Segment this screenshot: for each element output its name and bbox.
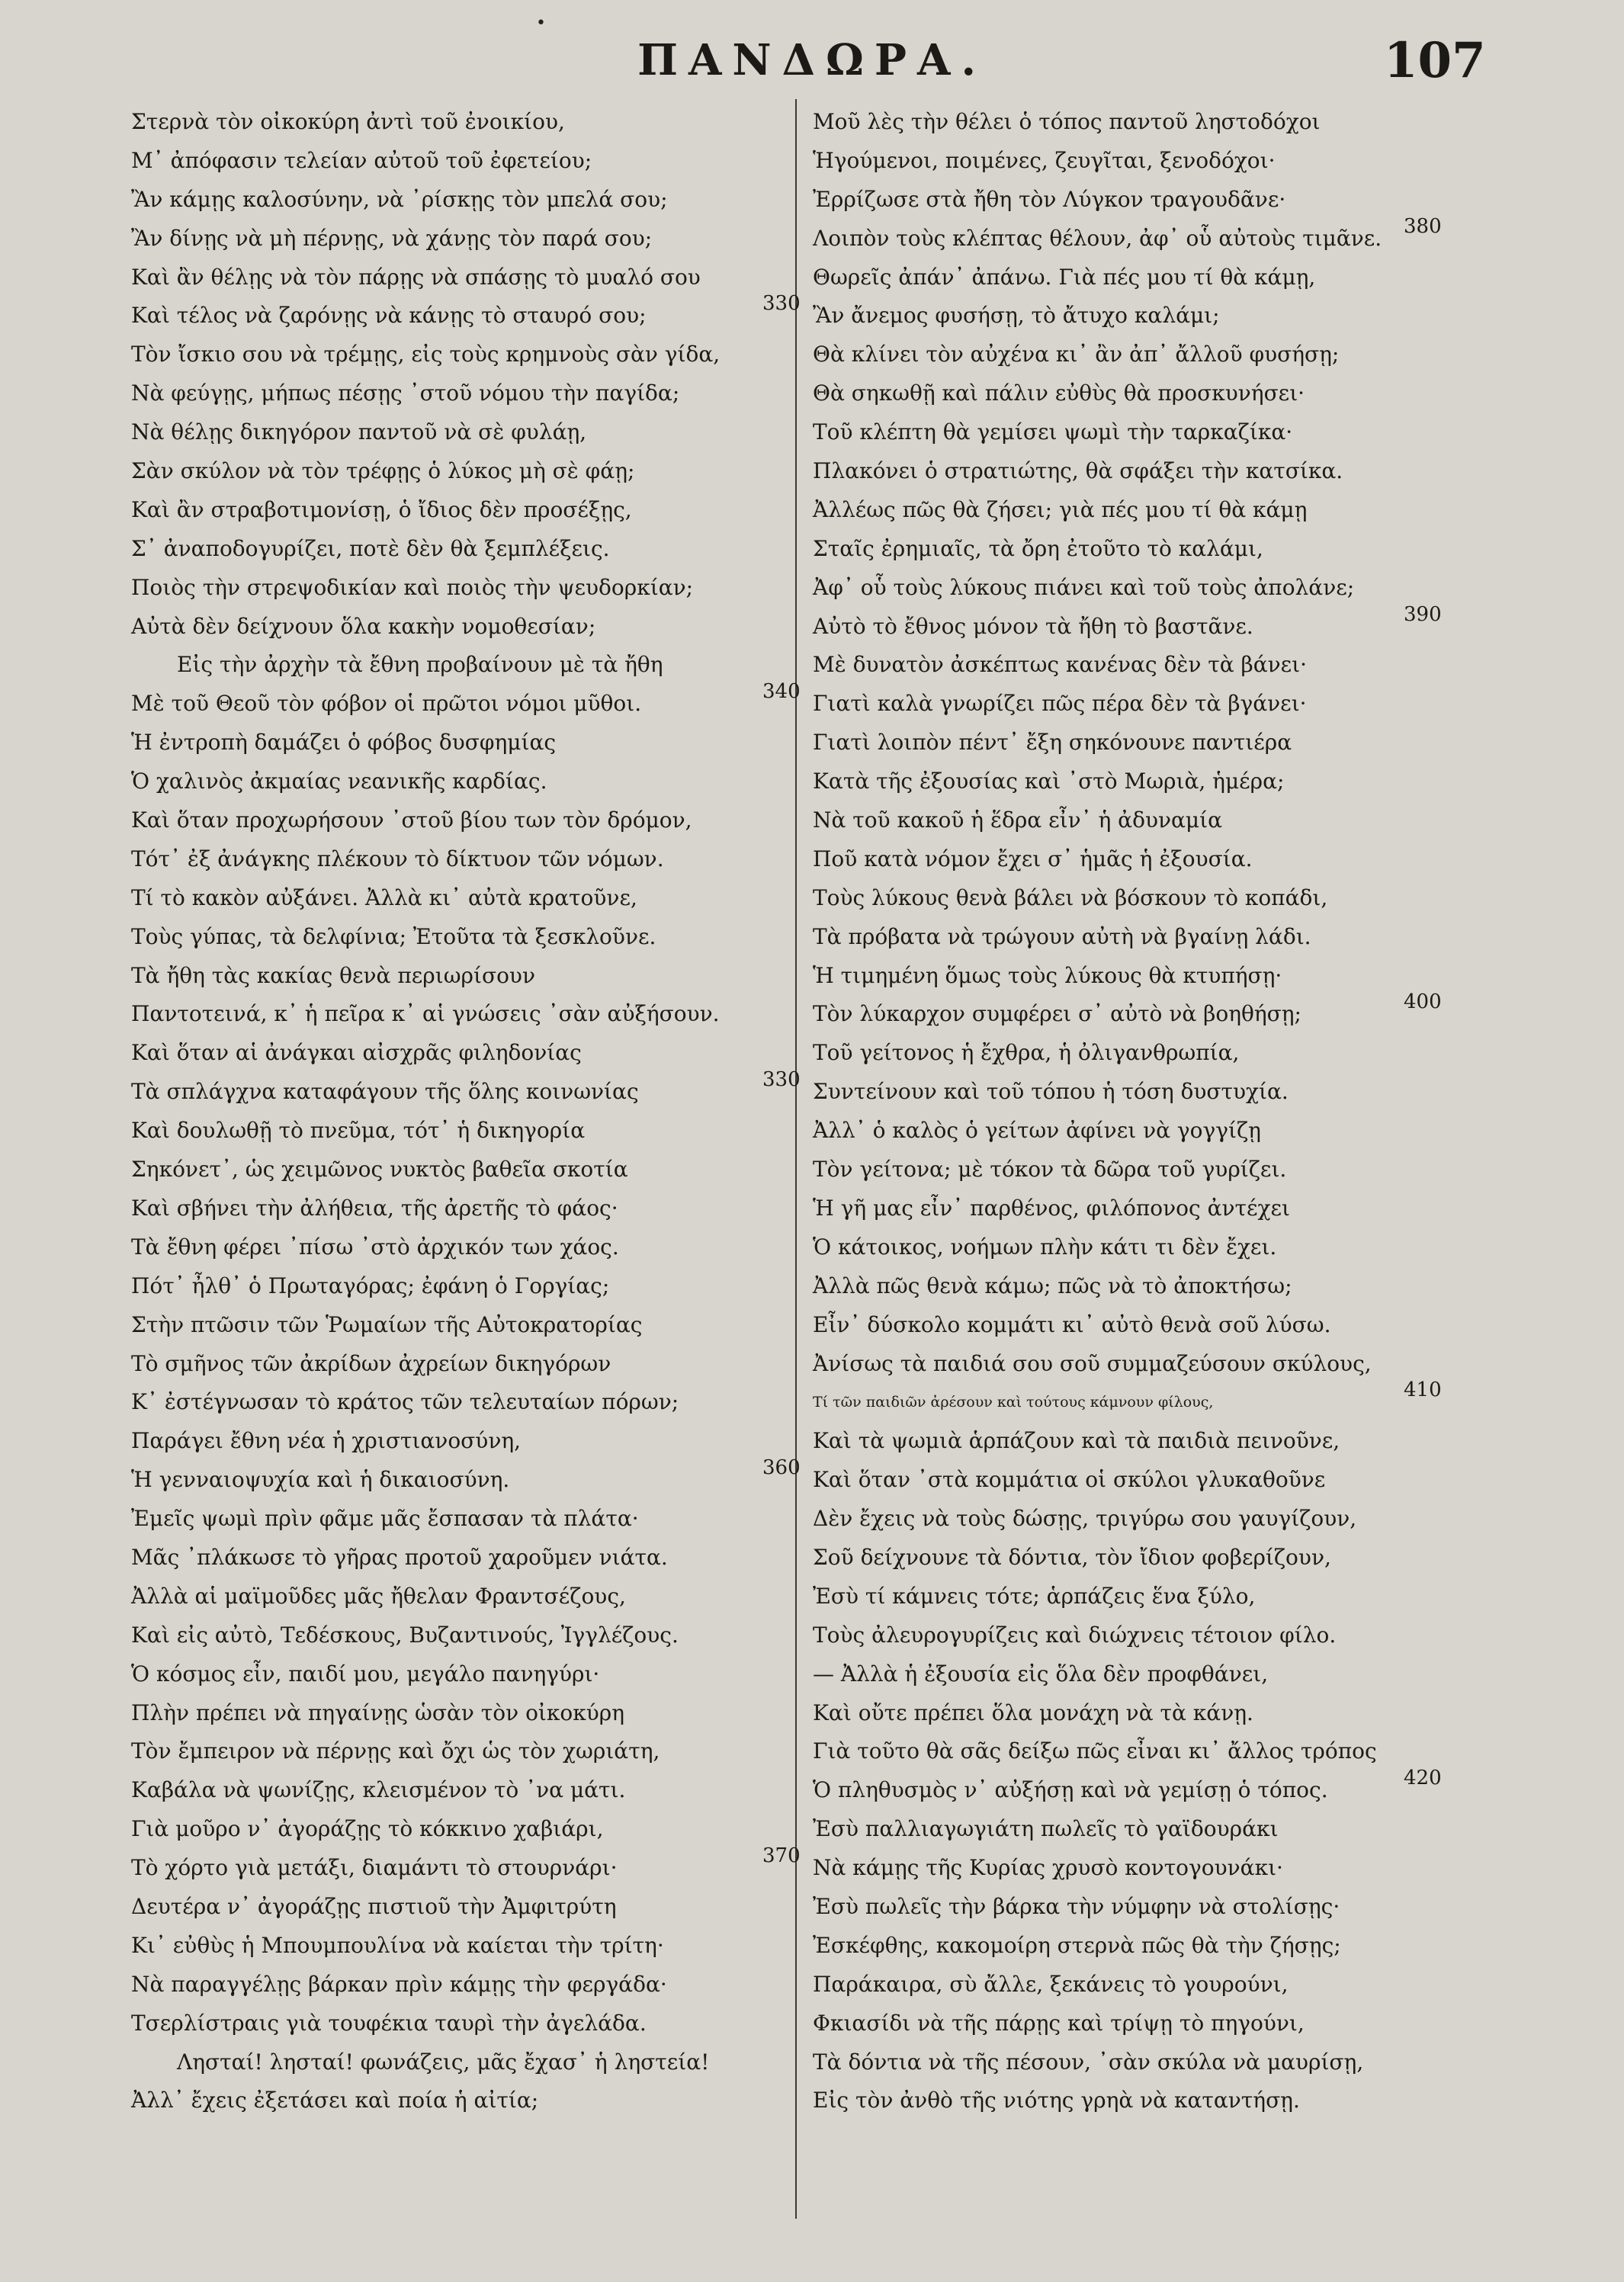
line-number: 360 bbox=[762, 1456, 801, 1480]
verse-line bbox=[131, 840, 802, 879]
verse-line bbox=[131, 762, 802, 801]
right-column bbox=[813, 103, 1446, 2120]
verse-text: Στερνὰ τὸν οἰκοκύρη ἀντὶ τοῦ ἐνοικίου, bbox=[131, 109, 565, 134]
verse-line bbox=[131, 1068, 802, 1112]
verse-text: Ἡ γῆ μας εἶν᾽ παρθένος, φιλόπονος ἀντέχει bbox=[813, 1195, 1290, 1221]
verse-line bbox=[131, 335, 802, 374]
verse-text: Νὰ θέλῃς δικηγόρον παντοῦ νὰ σὲ φυλάῃ, bbox=[131, 419, 587, 445]
verse-line bbox=[131, 918, 802, 957]
verse-text: Καὶ ἂν στραβοτιμονίσῃ, ὁ ἴδιος δὲν προσέξῃς, bbox=[131, 496, 632, 522]
line-number: 370 bbox=[762, 1844, 801, 1868]
verse-line bbox=[813, 1810, 1446, 1849]
verse-line bbox=[131, 569, 802, 608]
verse-text: Τοῦ γείτονος ἡ ἔχθρα, ἡ ὀλιγανθρωπία, bbox=[813, 1040, 1240, 1066]
verse-text: Τὰ πρόβατα νὰ τρώγουν αὐτὴ νὰ βγαίνῃ λάδι. bbox=[813, 923, 1311, 949]
verse-text: Ἡ ἐντροπὴ δαμάζει ὁ φόβος δυσφημίας bbox=[131, 730, 557, 756]
page-number: 107 bbox=[1384, 32, 1486, 89]
verse-line bbox=[813, 1966, 1446, 2004]
verse-text: Τὸ χόρτο γιὰ μετάξι, διαμάντι τὸ στουρνάρι· bbox=[131, 1855, 618, 1881]
verse-text: Ἡγούμενοι, ποιμένες, ζευγῖται, ξενοδόχοι· bbox=[813, 147, 1276, 173]
verse-text: Καβάλα νὰ ψωνίζῃς, κλεισμένον τὸ ᾽να μάτι. bbox=[131, 1777, 626, 1803]
verse-line bbox=[131, 1966, 802, 2004]
verse-line bbox=[131, 1539, 802, 1578]
verse-text: Μᾶς ᾽πλάκωσε τὸ γῆρας προτοῦ χαροῦμεν νιάτα. bbox=[131, 1544, 668, 1570]
verse-text: Τὸν ἔμπειρον νὰ πέρνῃς καὶ ὄχι ὡς τὸν χωριάτη, bbox=[131, 1738, 660, 1764]
verse-line bbox=[131, 2043, 802, 2082]
verse-text: Καὶ τὰ ψωμιὰ ἁρπάζουν καὶ τὰ παιδιὰ πεινοῦνε, bbox=[813, 1428, 1340, 1454]
verse-line bbox=[813, 762, 1446, 801]
verse-text: Κ᾽ ἐστέγνωσαν τὸ κράτος τῶν τελευταίων πόρων; bbox=[131, 1389, 679, 1415]
verse-text: Λοιπὸν τοὺς κλέπτας θέλουν, ἀφ᾽ οὗ αὐτοὺς τιμᾶνε. bbox=[813, 225, 1382, 251]
verse-line bbox=[813, 1539, 1446, 1578]
verse-text: Καὶ ἂν θέλῃς νὰ τὸν πάρῃς νὰ σπάσῃς τὸ μυαλό σου bbox=[131, 264, 701, 290]
verse-line bbox=[131, 181, 802, 220]
verse-text: Τὸ σμῆνος τῶν ἀκρίδων ἀχρείων δικηγόρων bbox=[131, 1350, 611, 1376]
verse-text: Ἀλλὰ αἱ μαϊμοῦδες μᾶς ἤθελαν Φραντσέζους, bbox=[131, 1583, 626, 1609]
verse-text: Νὰ κάμῃς τῆς Κυρίας χρυσὸ κοντογουνάκι· bbox=[813, 1855, 1283, 1881]
verse-text: Κατὰ τῆς ἐξουσίας καὶ ᾽στὸ Μωριὰ, ἡμέρα; bbox=[813, 769, 1285, 794]
verse-line bbox=[813, 1461, 1446, 1500]
verse-line bbox=[813, 1228, 1446, 1267]
verse-text: Σταῖς ἐρημιαῖς, τὰ ὄρη ἐτοῦτο τὸ καλάμι, bbox=[813, 535, 1263, 561]
verse-line bbox=[131, 1112, 802, 1151]
verse-line bbox=[813, 181, 1446, 220]
verse-text: Τί τὸ κακὸν αὐξάνει. Ἀλλὰ κι᾽ αὐτὰ κρατοῦνε, bbox=[131, 884, 637, 910]
verse-text: Σ᾽ ἀναποδογυρίζει, ποτὲ δὲν θὰ ξεμπλέξεις. bbox=[131, 535, 610, 561]
verse-line bbox=[131, 879, 802, 918]
verse-line bbox=[131, 1228, 802, 1267]
verse-line bbox=[131, 530, 802, 569]
verse-text: Δευτέρα ν᾽ ἀγοράζῃς πιστιοῦ τὴν Ἀμφιτρύτη bbox=[131, 1893, 617, 1919]
verse-line bbox=[131, 1306, 802, 1345]
verse-line bbox=[813, 1422, 1446, 1461]
verse-line bbox=[131, 491, 802, 530]
verse-text: Μὲ δυνατὸν ἀσκέπτως κανένας δὲν τὰ βάνει· bbox=[813, 652, 1308, 678]
line-number: 420 bbox=[1404, 1767, 1442, 1790]
verse-line bbox=[131, 724, 802, 762]
line-number: 330 bbox=[762, 1068, 801, 1092]
verse-line bbox=[131, 374, 802, 413]
verse-text: Παράκαιρα, σὺ ἄλλε, ξεκάνεις τὸ γουρούνι, bbox=[813, 1971, 1289, 1997]
verse-line bbox=[813, 1345, 1446, 1384]
verse-line bbox=[813, 1888, 1446, 1927]
verse-line bbox=[131, 413, 802, 452]
verse-text: Τὰ ἤθη τὰς κακίας θενὰ περιωρίσουν bbox=[131, 962, 535, 988]
verse-text: Ἀφ᾽ οὗ τοὺς λύκους πιάνει καὶ τοῦ τοὺς ἀπολάνε; bbox=[813, 574, 1355, 600]
verse-line bbox=[131, 1456, 802, 1500]
verse-text: Ποιὸς τὴν στρεψοδικίαν καὶ ποιὸς τὴν ψευδορκίαν; bbox=[131, 574, 694, 600]
verse-line bbox=[813, 452, 1446, 491]
running-title: ΠΑΝΔΩΡΑ. bbox=[637, 35, 987, 85]
verse-text: Καὶ ὅταν αἱ ἀνάγκαι αἰσχρᾶς φιληδονίας bbox=[131, 1040, 582, 1066]
verse-line bbox=[813, 1034, 1446, 1073]
verse-text: Λησταί! λησταί! φωνάζεις, μᾶς ἔχασ᾽ ἡ ληστεία! bbox=[177, 2049, 710, 2075]
verse-line bbox=[813, 1655, 1446, 1694]
verse-text: Ἀλλέως πῶς θὰ ζήσει; γιὰ πές μου τί θὰ κάμῃ bbox=[813, 496, 1308, 522]
verse-line bbox=[813, 258, 1446, 297]
line-number: 380 bbox=[1404, 214, 1442, 238]
verse-line bbox=[813, 1189, 1446, 1228]
verse-text: Ὁ πληθυσμὸς ν᾽ αὐξήσῃ καὶ νὰ γεμίσῃ ὁ τόπος. bbox=[813, 1777, 1328, 1803]
verse-text: Καὶ εἰς αὐτὸ, Τεδέσκους, Βυζαντινούς, Ἰγγλέζους. bbox=[131, 1622, 679, 1648]
verse-text: Ἀλλ᾽ ἔχεις ἐξετάσει καὶ ποία ἡ αἰτία; bbox=[131, 2088, 539, 2113]
verse-line bbox=[813, 685, 1446, 724]
verse-line bbox=[813, 1267, 1446, 1306]
verse-text: Ἐσὺ πωλεῖς τὴν βάρκα τὴν νύμφην νὰ στολίσῃς· bbox=[813, 1893, 1340, 1919]
verse-text: Τσερλίστραις γιὰ τουφέκια ταυρὶ τὴν ἀγελάδα. bbox=[131, 2010, 647, 2036]
verse-text: Ἐρρίζωσε στὰ ἤθη τὸν Λύγκον τραγουδᾶνε· bbox=[813, 186, 1286, 212]
verse-line bbox=[131, 1844, 802, 1888]
verse-line bbox=[813, 1616, 1446, 1655]
verse-line bbox=[813, 840, 1446, 879]
verse-text: Δὲν ἔχεις νὰ τοὺς δώσῃς, τριγύρω σου γαυγίζουν, bbox=[813, 1506, 1357, 1532]
verse-text: Νὰ φεύγῃς, μήπως πέσῃς ᾽στοῦ νόμου τὴν παγίδα; bbox=[131, 380, 680, 406]
verse-line bbox=[131, 608, 802, 647]
verse-line bbox=[813, 103, 1446, 142]
verse-line bbox=[813, 801, 1446, 840]
verse-line bbox=[813, 1849, 1446, 1888]
verse-line bbox=[813, 1151, 1446, 1189]
verse-line bbox=[131, 1732, 802, 1771]
verse-line bbox=[813, 1073, 1446, 1112]
verse-text: Ἐμεῖς ψωμὶ πρὶν φᾶμε μᾶς ἔσπασαν τὰ πλάτα· bbox=[131, 1506, 639, 1532]
verse-text: Εἰς τὴν ἀρχὴν τὰ ἔθνη προβαίνουν μὲ τὰ ἤθη bbox=[177, 652, 663, 678]
verse-text: Καὶ οὔτε πρέπει ὅλα μονάχη νὰ τὰ κάνῃ. bbox=[813, 1699, 1253, 1725]
verse-line bbox=[131, 1500, 802, 1539]
verse-line bbox=[131, 680, 802, 724]
verse-text: Στὴν πτῶσιν τῶν Ῥωμαίων τῆς Αὐτοκρατορίας bbox=[131, 1311, 643, 1337]
verse-text: Γιὰ μοῦρο ν᾽ ἀγοράζῃς τὸ κόκκινο χαβιάρι, bbox=[131, 1816, 604, 1842]
verse-text: Γιὰ τοῦτο θὰ σᾶς δείξω πῶς εἶναι κι᾽ ἄλλος τρόπος bbox=[813, 1738, 1377, 1764]
verse-line bbox=[131, 1927, 802, 1966]
verse-text: Συντείνουν καὶ τοῦ τόπου ἡ τόση δυστυχία. bbox=[813, 1079, 1289, 1105]
verse-line bbox=[813, 1767, 1446, 1810]
verse-line bbox=[813, 957, 1446, 996]
verse-text: Τὸν ἴσκιο σου νὰ τρέμῃς, εἰς τοὺς κρημνοὺς σὰν γίδα, bbox=[131, 342, 721, 367]
verse-text: Φκιασίδι νὰ τῆς πάρῃς καὶ τρίψῃ τὸ πηγούνι, bbox=[813, 2010, 1305, 2036]
verse-line bbox=[813, 990, 1446, 1034]
verse-line bbox=[131, 995, 802, 1034]
verse-text: Θωρεῖς ἀπάν᾽ ἀπάνω. Γιὰ πές μου τί θὰ κάμῃ, bbox=[813, 264, 1316, 290]
verse-line bbox=[131, 1771, 802, 1810]
line-number: 410 bbox=[1404, 1379, 1442, 1402]
verse-line bbox=[813, 1379, 1446, 1422]
verse-line bbox=[813, 879, 1446, 918]
verse-text: Σὰν σκύλον νὰ τὸν τρέφῃς ὁ λύκος μὴ σὲ φάῃ; bbox=[131, 458, 635, 484]
verse-text: Ὁ κάτοικος, νοήμων πλὴν κάτι τι δὲν ἔχει. bbox=[813, 1234, 1277, 1260]
verse-line bbox=[813, 646, 1446, 685]
verse-text: Θὰ σηκωθῇ καὶ πάλιν εὐθὺς θὰ προσκυνήσει· bbox=[813, 380, 1305, 406]
verse-text: Ἂν δίνῃς νὰ μὴ πέρνῃς, νὰ χάνῃς τὸν παρά σου; bbox=[131, 225, 653, 251]
verse-line bbox=[813, 1732, 1446, 1771]
verse-line bbox=[813, 214, 1446, 258]
verse-line bbox=[813, 374, 1446, 413]
verse-text: Τὸν γείτονα; μὲ τόκον τὰ δῶρα τοῦ γυρίζει. bbox=[813, 1157, 1287, 1183]
verse-line bbox=[131, 1267, 802, 1306]
verse-text: Αὐτὸ τὸ ἔθνος μόνον τὰ ἤθη τὸ βαστᾶνε. bbox=[813, 613, 1253, 639]
verse-line bbox=[131, 1034, 802, 1073]
verse-line bbox=[131, 292, 802, 335]
verse-text: Καὶ σβήνει τὴν ἀλήθεια, τῆς ἀρετῆς τὸ φάος· bbox=[131, 1195, 618, 1221]
verse-line bbox=[131, 1422, 802, 1461]
verse-line bbox=[813, 413, 1446, 452]
verse-line bbox=[131, 1888, 802, 1927]
verse-text: Παντοτεινά, κ᾽ ἡ πεῖρα κ᾽ αἱ γνώσεις ᾽σὰν αὐξήσουν. bbox=[131, 1001, 720, 1027]
verse-text: Καὶ ὅταν ᾽στὰ κομμάτια οἱ σκύλοι γλυκαθοῦνε bbox=[813, 1467, 1326, 1493]
verse-text: Ποῦ κατὰ νόμον ἔχει σ᾽ ἡμᾶς ἡ ἐξουσία. bbox=[813, 846, 1253, 871]
verse-line bbox=[131, 2004, 802, 2043]
verse-line bbox=[131, 957, 802, 996]
verse-text: Σηκόνετ᾽, ὡς χειμῶνος νυκτὸς βαθεῖα σκοτία bbox=[131, 1157, 628, 1183]
verse-line bbox=[131, 452, 802, 491]
verse-text: Καὶ τέλος νὰ ζαρόνῃς νὰ κάνῃς τὸ σταυρό σου; bbox=[131, 303, 647, 329]
verse-text: Μοῦ λὲς τὴν θέλει ὁ τόπος παντοῦ ληστοδόχοι bbox=[813, 109, 1321, 134]
verse-text: Τί τῶν παιδιῶν ἀρέσουν καὶ τούτους κάμνουν φίλους, bbox=[813, 1394, 1214, 1411]
verse-line bbox=[131, 1151, 802, 1189]
verse-line bbox=[131, 1616, 802, 1655]
verse-text: Τὰ ἔθνη φέρει ᾽πίσω ᾽στὸ ἀρχικόν των χάος. bbox=[131, 1234, 619, 1260]
verse-line bbox=[813, 491, 1446, 530]
verse-text: Πλακόνει ὁ στρατιώτης, θὰ σφάξει τὴν κατσίκα. bbox=[813, 458, 1343, 484]
verse-text: Ἂν κάμῃς καλοσύνην, νὰ ᾽ρίσκῃς τὸν μπελά σου; bbox=[131, 186, 668, 212]
verse-text: Γιατὶ καλὰ γνωρίζει πῶς πέρα δὲν τὰ βγάνει· bbox=[813, 691, 1307, 717]
verse-line bbox=[813, 602, 1446, 647]
verse-text: Τοὺς λύκους θενὰ βάλει νὰ βόσκουν τὸ κοπάδι, bbox=[813, 884, 1328, 910]
verse-line bbox=[813, 724, 1446, 762]
verse-text: Πλὴν πρέπει νὰ πηγαίνῃς ὡσὰν τὸν οἰκοκύρη bbox=[131, 1699, 625, 1725]
verse-text: Ἀλλὰ πῶς θενὰ κάμω; πῶς νὰ τὸ ἀποκτήσω; bbox=[813, 1273, 1292, 1298]
verse-text: Τὰ σπλάγχνα καταφάγουν τῆς ὅλης κοινωνίας bbox=[131, 1079, 639, 1105]
verse-text: Ἐσὺ παλλιαγωγιάτη πωλεῖς τὸ γαϊδουράκι bbox=[813, 1816, 1279, 1842]
verse-text: Τοὺς γύπας, τὰ δελφίνια; Ἐτοῦτα τὰ ξεσκλοῦνε. bbox=[131, 923, 656, 949]
verse-line bbox=[131, 1655, 802, 1694]
verse-line bbox=[131, 2081, 802, 2120]
verse-text: Ἐσκέφθης, κακομοίρη στερνὰ πῶς θὰ τὴν ζήσῃς; bbox=[813, 1932, 1341, 1958]
verse-text: Σοῦ δείχνουνε τὰ δόντια, τὸν ἴδιον φοβερίζουν, bbox=[813, 1544, 1331, 1570]
verse-text: Θὰ κλίνει τὸν αὐχένα κι᾽ ἂν ἀπ᾽ ἄλλοῦ φυσήσῃ; bbox=[813, 342, 1340, 367]
verse-line bbox=[813, 1578, 1446, 1616]
verse-line bbox=[813, 918, 1446, 957]
verse-text: Καὶ ὅταν προχωρήσουν ᾽στοῦ βίου των τὸν δρόμον, bbox=[131, 807, 692, 833]
verse-line bbox=[813, 1694, 1446, 1733]
verse-line bbox=[131, 142, 802, 181]
verse-text: Γιατὶ λοιπὸν πέντ᾽ ἔξη σηκόνουνε παντιέρα bbox=[813, 730, 1292, 756]
ink-dot: • bbox=[536, 14, 546, 33]
verse-text: Εἶν᾽ δύσκολο κομμάτι κι᾽ αὐτὸ θενὰ σοῦ λύσω. bbox=[813, 1311, 1331, 1337]
verse-line bbox=[131, 1578, 802, 1616]
verse-text: Ὁ χαλινὸς ἀκμαίας νεανικῆς καρδίας. bbox=[131, 769, 547, 794]
verse-text: Ἐσὺ τί κάμνεις τότε; ἁρπάζεις ἕνα ξύλο, bbox=[813, 1583, 1256, 1609]
verse-line bbox=[813, 1306, 1446, 1345]
verse-line bbox=[813, 530, 1446, 569]
verse-line bbox=[813, 335, 1446, 374]
verse-text: Νὰ παραγγέλῃς βάρκαν πρὶν κάμῃς τὴν φεργάδα· bbox=[131, 1971, 667, 1997]
line-number: 390 bbox=[1404, 602, 1442, 626]
verse-text: Παράγει ἔθνη νέα ἡ χριστιανοσύνη, bbox=[131, 1428, 522, 1454]
verse-text: Πότ᾽ ἦλθ᾽ ὁ Πρωταγόρας; ἐφάνη ὁ Γοργίας; bbox=[131, 1273, 610, 1298]
verse-line bbox=[813, 2081, 1446, 2120]
verse-text: Μὲ τοῦ Θεοῦ τὸν φόβον οἱ πρῶτοι νόμοι μῦθοι. bbox=[131, 691, 642, 717]
verse-line bbox=[813, 2043, 1446, 2082]
verse-text: Καὶ δουλωθῇ τὸ πνεῦμα, τότ᾽ ἡ δικηγορία bbox=[131, 1118, 586, 1144]
verse-text: Αὐτὰ δὲν δείχνουν ὅλα κακὴν νομοθεσίαν; bbox=[131, 613, 596, 639]
verse-line bbox=[131, 1383, 802, 1422]
verse-line bbox=[131, 1694, 802, 1733]
verse-text: Ἂν ἄνεμος φυσήσῃ, τὸ ἄτυχο καλάμι; bbox=[813, 303, 1220, 329]
verse-line bbox=[813, 297, 1446, 335]
verse-line bbox=[131, 220, 802, 258]
line-number: 400 bbox=[1404, 990, 1442, 1014]
line-number: 330 bbox=[762, 292, 801, 316]
line-number: 340 bbox=[762, 680, 801, 704]
verse-text: Τοὺς ἀλευρογυρίζεις καὶ διώχνεις τέτοιον φίλο. bbox=[813, 1622, 1337, 1648]
verse-text: Ἡ γενναιοψυχία καὶ ἡ δικαιοσύνη. bbox=[131, 1467, 510, 1493]
verse-line bbox=[813, 569, 1446, 608]
verse-line bbox=[813, 2004, 1446, 2043]
verse-text: Τότ᾽ ἐξ ἀνάγκης πλέκουν τὸ δίκτυον τῶν νόμων. bbox=[131, 846, 664, 871]
verse-text: Μ᾽ ἀπόφασιν τελείαν αὐτοῦ τοῦ ἐφετείου; bbox=[131, 147, 592, 173]
verse-line bbox=[131, 801, 802, 840]
verse-text: Τὸν λύκαρχον συμφέρει σ᾽ αὐτὸ νὰ βοηθήσῃ; bbox=[813, 1001, 1301, 1027]
verse-line bbox=[813, 1112, 1446, 1151]
verse-line bbox=[813, 142, 1446, 181]
verse-line bbox=[131, 103, 802, 142]
verse-text: Ὁ κόσμος εἶν, παιδί μου, μεγάλο πανηγύρι· bbox=[131, 1661, 600, 1687]
verse-line bbox=[813, 1927, 1446, 1966]
verse-line bbox=[131, 1189, 802, 1228]
verse-text: Νὰ τοῦ κακοῦ ἡ ἕδρα εἶν᾽ ἡ ἀδυναμία bbox=[813, 807, 1222, 833]
verse-text: Κι᾽ εὐθὺς ἡ Μπουμπουλίνα νὰ καίεται τὴν τρίτη· bbox=[131, 1932, 664, 1958]
left-column bbox=[131, 103, 802, 2120]
verse-text: Ἀλλ᾽ ὁ καλὸς ὁ γείτων ἀφίνει νὰ γογγίζῃ bbox=[813, 1118, 1261, 1144]
verse-text: Ἀνίσως τὰ παιδιά σου σοῦ συμμαζεύσουν σκύλους, bbox=[813, 1350, 1372, 1376]
verse-text: — Ἀλλὰ ἡ ἐξουσία εἰς ὅλα δὲν προφθάνει, bbox=[813, 1661, 1269, 1687]
verse-line bbox=[813, 1500, 1446, 1539]
verse-text: Ἡ τιμημένη ὅμως τοὺς λύκους θὰ κτυπήσῃ· bbox=[813, 962, 1282, 988]
verse-line bbox=[131, 258, 802, 297]
verse-text: Τοῦ κλέπτη θὰ γεμίσει ψωμὶ τὴν ταρκαζίκα· bbox=[813, 419, 1293, 445]
verse-line bbox=[131, 646, 802, 685]
verse-text: Τὰ δόντια νὰ τῆς πέσουν, ᾽σὰν σκύλα νὰ μαυρίσῃ, bbox=[813, 2049, 1364, 2075]
verse-line bbox=[131, 1345, 802, 1384]
verse-text: Εἰς τὸν ἀνθὸ τῆς νιότης γρηὰ νὰ καταντήσῃ. bbox=[813, 2088, 1300, 2113]
verse-line bbox=[131, 1810, 802, 1849]
